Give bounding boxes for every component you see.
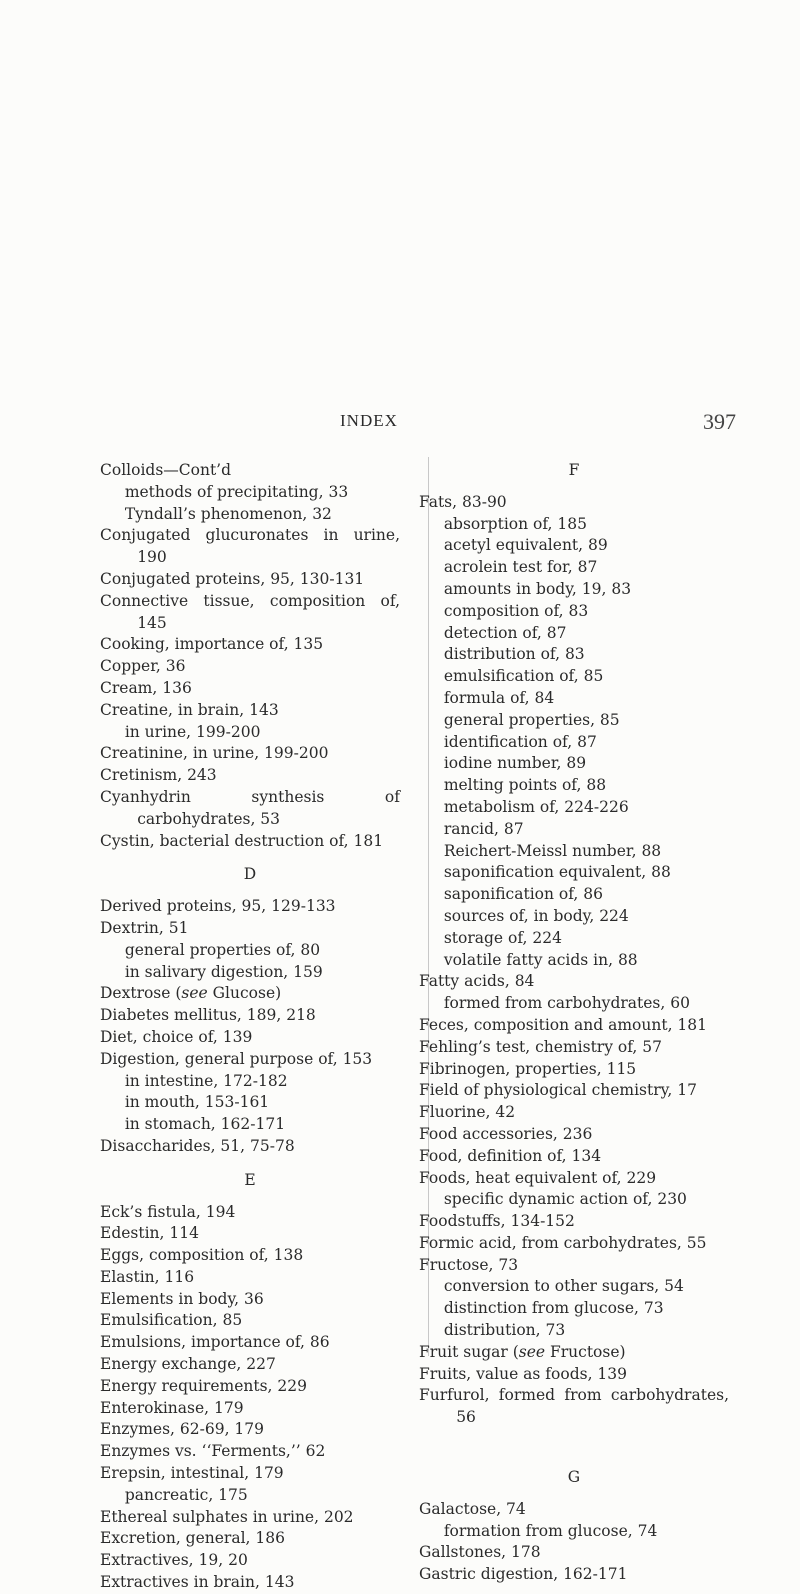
index-subentry: Reichert-Meissl number, 88 — [443, 841, 662, 860]
index-entry: Enzymes vs. ‘‘Ferments,’’ 62 — [100, 1442, 326, 1461]
section-letter: E — [244, 1170, 256, 1189]
running-title: INDEX — [340, 411, 398, 430]
index-entry: Erepsin, intestinal, 179 — [100, 1464, 284, 1483]
index-entry: Colloids—Cont’d — [100, 461, 232, 479]
index-subentry: detection of, 87 — [443, 623, 567, 642]
index-entry: Food accessories, 236 — [419, 1124, 593, 1143]
index-entry: Excretion, general, 186 — [100, 1529, 285, 1548]
index-entry: Energy exchange, 227 — [100, 1355, 276, 1374]
section-gap — [419, 1429, 729, 1455]
index-entry — [100, 983, 400, 1005]
see-reference: see — [181, 984, 208, 1003]
index-entry: Diabetes mellitus, 189, 218 — [100, 1006, 316, 1025]
entry-text: Fruit sugar ( — [419, 1342, 519, 1361]
index-subentry: in stomach, 162-171 — [124, 1115, 286, 1134]
index-subentry: in salivary digestion, 159 — [124, 962, 323, 981]
index-subentry: rancid, 87 — [443, 819, 524, 838]
index-subentry: composition of, 83 — [443, 601, 589, 620]
index-subentry: distribution, 73 — [443, 1321, 566, 1340]
index-entry: Foods, heat equivalent of, 229 — [419, 1168, 657, 1187]
index-subentry: conversion to other sugars, 54 — [443, 1277, 684, 1296]
index-entry: Creatine, in brain, 143 — [100, 700, 279, 719]
section-letter: D — [243, 865, 257, 884]
index-entry: Emulsions, importance of, 86 — [100, 1333, 330, 1352]
entry-text: Glucose) — [207, 984, 282, 1003]
index-subentry: general properties, 85 — [443, 710, 620, 729]
index-subentry: acrolein test for, 87 — [443, 558, 598, 577]
index-subentry: sources of, in body, 224 — [443, 906, 629, 925]
index-subentry: pancreatic, 175 — [124, 1485, 248, 1504]
index-entry: Cystin, bacterial destruction of, 181 — [100, 831, 384, 850]
index-entry: Edestin, 114 — [100, 1224, 199, 1243]
index-entry: Foodstuffs, 134-152 — [419, 1212, 575, 1231]
index-subentry: iodine number, 89 — [443, 754, 587, 773]
index-subentry: formation from glucose, 74 — [443, 1521, 658, 1540]
index-column-right-inner — [419, 460, 729, 1586]
index-entry: Fruits, value as foods, 139 — [419, 1364, 628, 1383]
index-entry: Field of physiological chemistry, 17 — [419, 1081, 697, 1100]
index-subentry: saponification of, 86 — [443, 885, 603, 904]
index-entry: Fats, 83-90 — [419, 492, 507, 511]
index-subentry: formed from carbohydrates, 60 — [443, 994, 690, 1013]
index-entry: Energy requirements, 229 — [100, 1376, 307, 1395]
index-entry: Cretinism, 243 — [100, 766, 217, 785]
index-entry: Disaccharides, 51, 75-78 — [100, 1136, 295, 1155]
entry-text: Dextrose ( — [100, 984, 182, 1003]
entry-text: Fructose) — [545, 1342, 626, 1361]
index-subentry: in urine, 199-200 — [124, 722, 261, 741]
index-entry: Eggs, composition of, 138 — [100, 1246, 304, 1265]
index-subentry: distribution of, 83 — [443, 645, 585, 664]
see-reference: see — [518, 1342, 546, 1361]
index-entry: Fehling’s test, chemistry of, 57 — [419, 1037, 662, 1056]
index-entry: Ethereal sulphates in urine, 202 — [100, 1507, 354, 1526]
index-subentry: saponification equivalent, 88 — [443, 863, 671, 882]
index-entry: Fructose, 73 — [419, 1255, 519, 1274]
index-subentry: formula of, 84 — [443, 688, 555, 707]
index-entry: Cooking, importance of, 135 — [100, 635, 324, 654]
index-subentry: identification of, 87 — [443, 732, 597, 751]
section-letter: F — [568, 461, 580, 479]
index-subentry: metabolism of, 224-226 — [443, 797, 629, 816]
index-entry: Enzymes, 62-69, 179 — [100, 1420, 265, 1439]
index-entry: Feces, composition and amount, 181 — [419, 1015, 708, 1034]
index-column-right — [419, 457, 729, 1584]
index-entry: Gastric digestion, 162-171 — [419, 1565, 628, 1584]
index-entry: Fibrinogen, properties, 115 — [419, 1059, 637, 1078]
index-entry: Creatinine, in urine, 199-200 — [100, 744, 329, 763]
index-subentry: Tyndall’s phenomenon, 32 — [124, 504, 332, 523]
index-subentry: general properties of, 80 — [124, 940, 321, 959]
index-entry: Fatty acids, 84 — [419, 972, 535, 991]
index-entry: Copper, 36 — [100, 657, 186, 676]
index-entry: Fluorine, 42 — [419, 1103, 516, 1122]
index-entry: Digestion, general purpose of, 153 — [100, 1049, 373, 1068]
index-subentry: melting points of, 88 — [443, 776, 607, 795]
index-subentry: volatile fatty acids in, 88 — [443, 950, 638, 969]
index-subentry: emulsification of, 85 — [443, 667, 604, 686]
index-entry: Galactose, 74 — [419, 1499, 526, 1518]
index-subentry: methods of precipitating, 33 — [124, 482, 349, 501]
index-column-left — [100, 460, 400, 1594]
index-entry: Elastin, 116 — [100, 1267, 195, 1286]
index-entry: Eck’s fistula, 194 — [100, 1202, 236, 1221]
index-entry: Food, definition of, 134 — [419, 1146, 602, 1165]
index-subentry: acetyl equivalent, 89 — [443, 536, 608, 555]
index-entry: Derived proteins, 95, 129-133 — [100, 897, 336, 916]
index-entry: Diet, choice of, 139 — [100, 1027, 253, 1046]
index-entry: Connective tissue, composition of, 145 — [100, 591, 400, 632]
index-entry: Cream, 136 — [100, 678, 192, 697]
index-entry: Gallstones, 178 — [419, 1543, 541, 1562]
index-subentry: specific dynamic action of, 230 — [443, 1190, 687, 1209]
index-entry: Conjugated proteins, 95, 130-131 — [100, 569, 365, 588]
index-entry — [419, 1342, 729, 1364]
index-entry: Furfurol, formed from carbohydrates, 56 — [419, 1386, 729, 1427]
section-letter: G — [567, 1468, 581, 1487]
index-entry: Extractives in brain, 143 — [100, 1573, 295, 1592]
index-entry: Enterokinase, 179 — [100, 1398, 244, 1417]
index-entry: Extractives, 19, 20 — [100, 1551, 248, 1570]
index-entry: Cyanhydrin synthesis of carbohydrates, 53 — [100, 787, 400, 828]
page-header — [0, 411, 800, 441]
index-entry: Conjugated glucuronates in urine, 190 — [100, 526, 400, 567]
index-entry: Elements in body, 36 — [100, 1289, 264, 1308]
index-subentry: storage of, 224 — [443, 928, 562, 947]
page-number: 397 — [703, 409, 736, 434]
index-entry: Emulsification, 85 — [100, 1311, 243, 1330]
index-subentry: distinction from glucose, 73 — [443, 1299, 664, 1318]
index-subentry: absorption of, 185 — [443, 514, 587, 533]
index-entry: Dextrin, 51 — [100, 918, 189, 937]
index-subentry: in intestine, 172-182 — [124, 1071, 288, 1090]
index-entry: Formic acid, from carbohydrates, 55 — [419, 1233, 707, 1252]
index-subentry: amounts in body, 19, 83 — [443, 579, 632, 598]
index-subentry: in mouth, 153-161 — [124, 1093, 270, 1112]
